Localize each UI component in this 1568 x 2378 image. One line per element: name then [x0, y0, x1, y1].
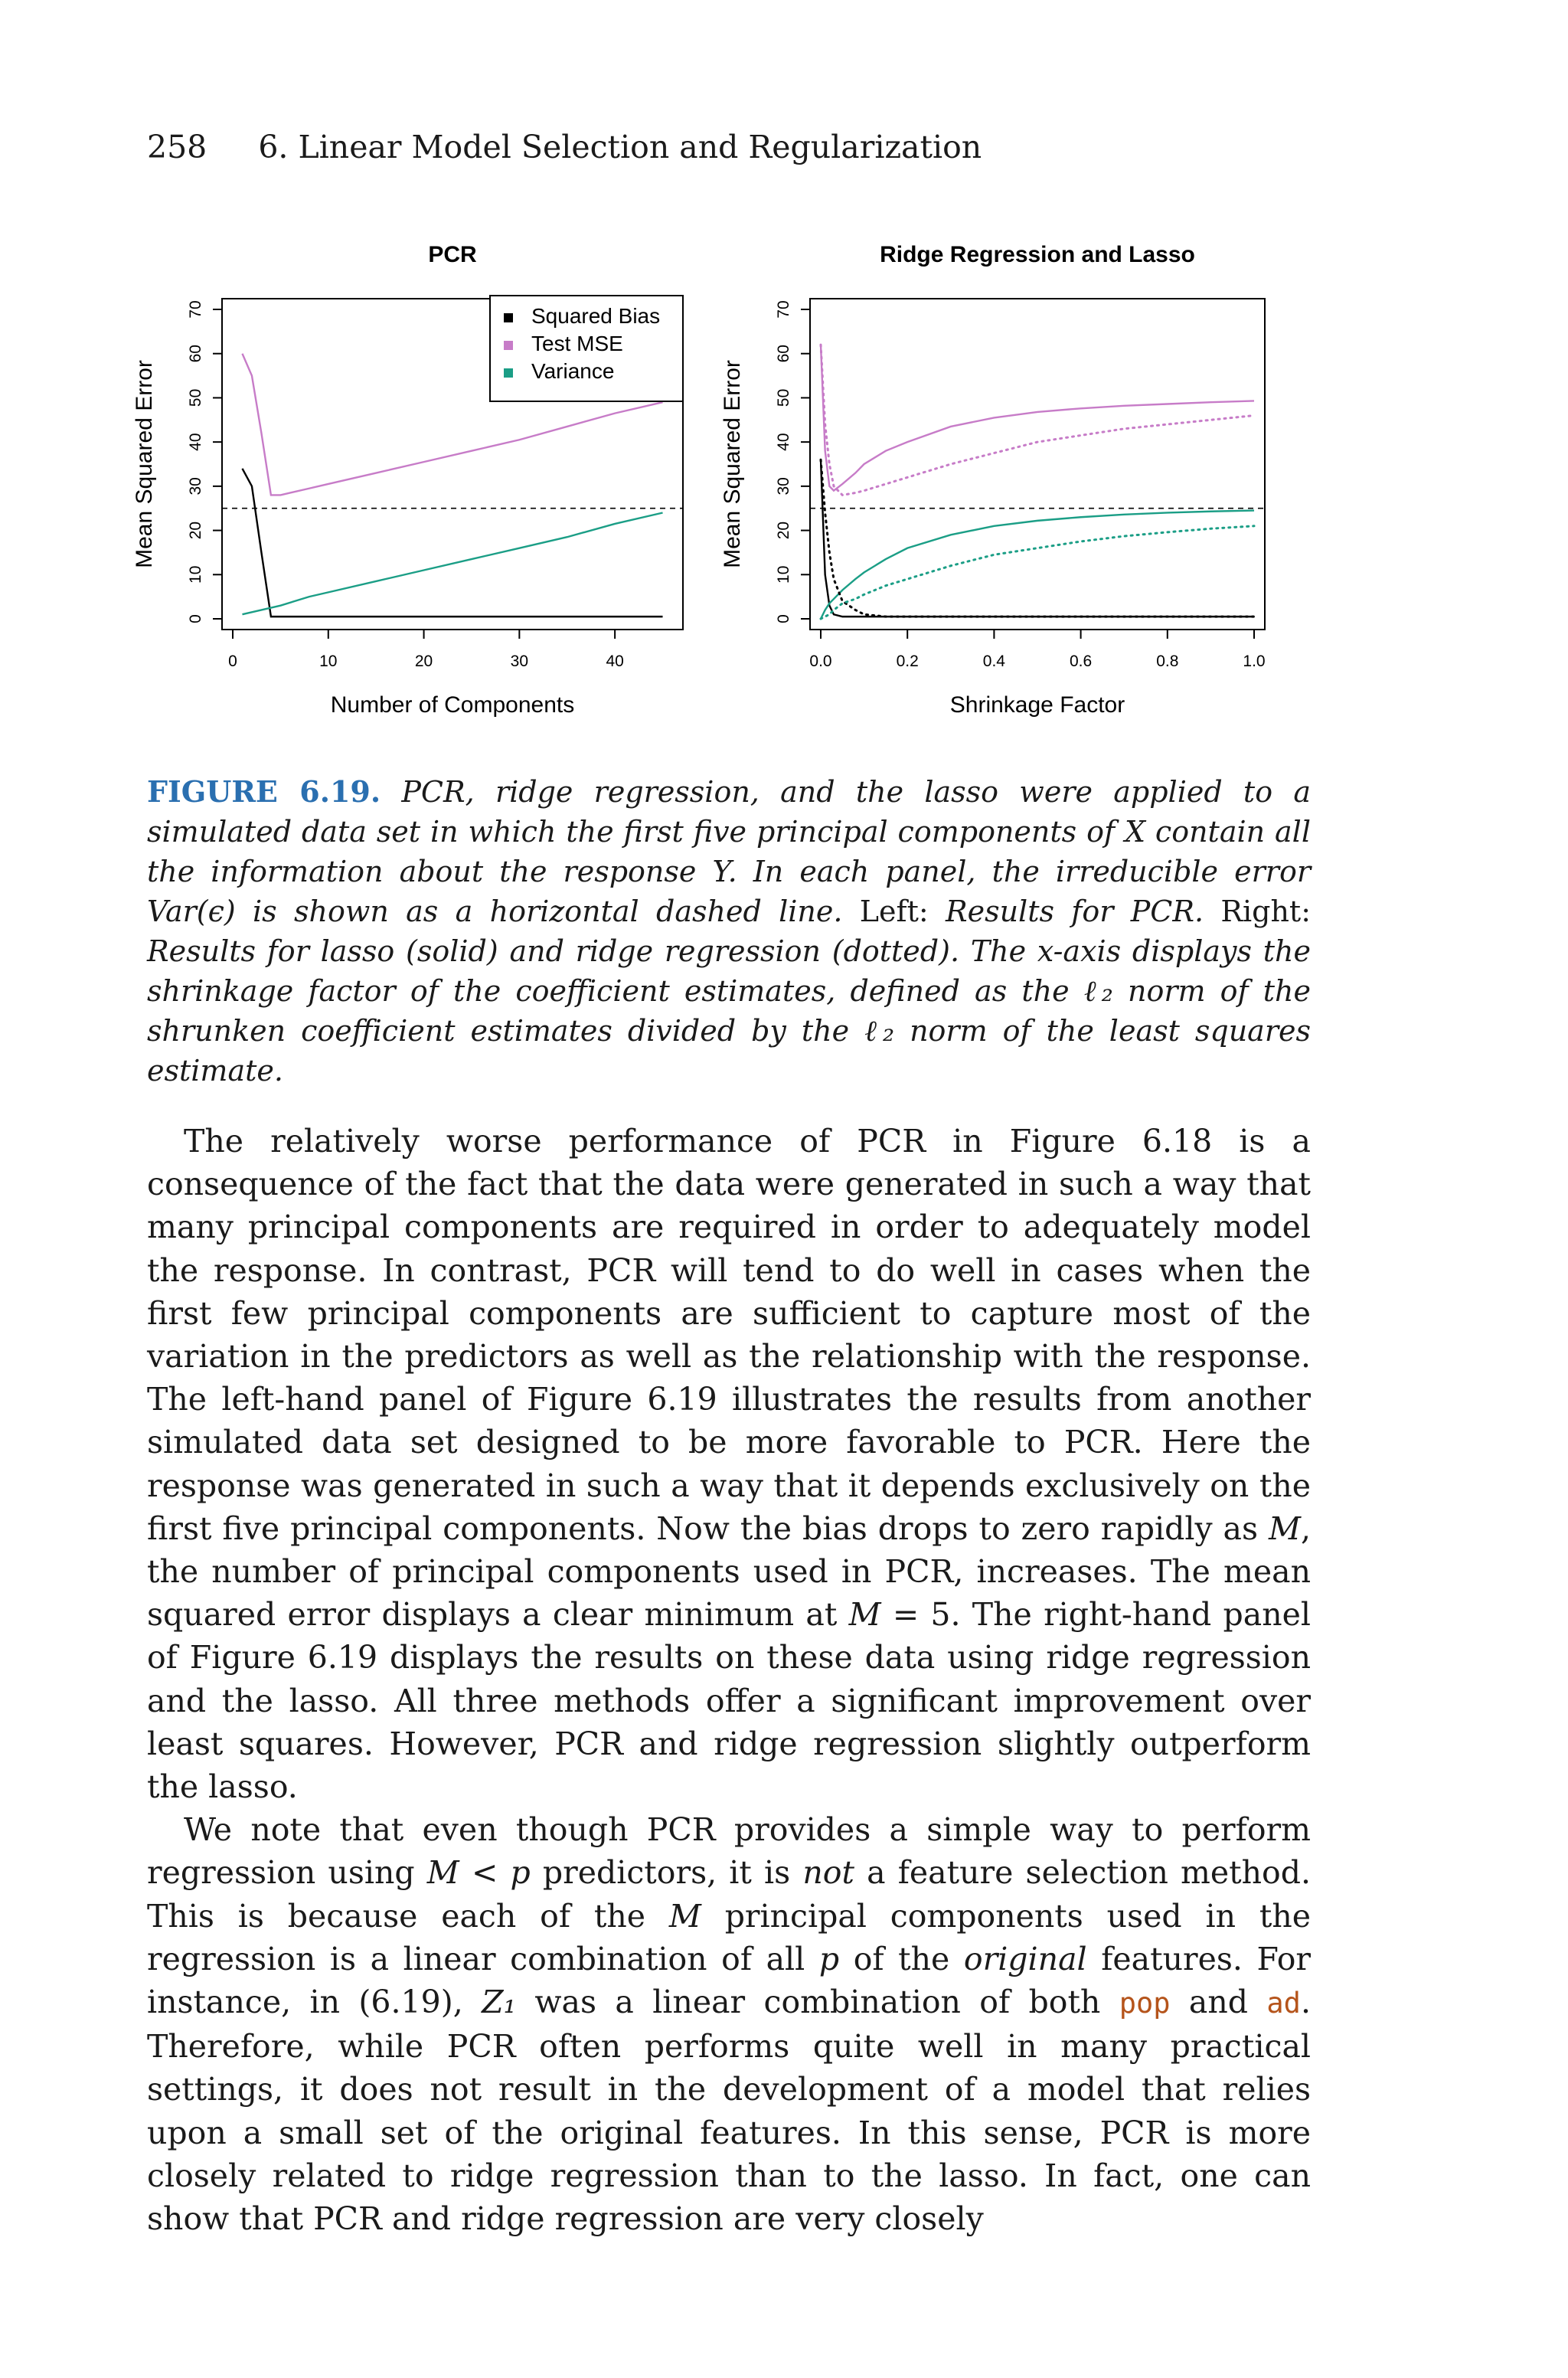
x-axis-label: Number of Components — [330, 692, 575, 718]
plot-frame — [810, 299, 1265, 630]
pcr-panel — [132, 242, 683, 718]
p2-not: not — [802, 1854, 854, 1892]
x-tick-label: 0.4 — [982, 653, 1006, 670]
p2-i: . Therefore, while PCR often performs quite well in many practical settings, it does not result in the development of a model that relies upon a small set of the original features. In this sense, PCR is more closely related to ridge regression than to the lasso. In fact, one can show that PCR and ridge regression are very closely — [147, 1984, 1311, 2238]
running-title: 6. Linear Model Selection and Regularization — [258, 129, 982, 165]
p2-h: and — [1170, 1984, 1267, 2021]
y-tick-label: 60 — [187, 345, 204, 363]
p2-e: of the — [839, 1940, 964, 1977]
x-tick-label: 0.0 — [809, 653, 832, 670]
p2-b: predictors, it is — [530, 1854, 803, 1892]
ridge-lasso-panel — [720, 242, 1266, 718]
x-tick-label: 0.8 — [1156, 653, 1179, 670]
chart-title: Ridge Regression and Lasso — [880, 242, 1195, 267]
p2-original: original — [963, 1940, 1087, 1977]
p1-b: , the number of principal components used in PCR, increases. The mean squared error displays a clear minimum at — [147, 1510, 1311, 1634]
series-line-5 — [821, 526, 1254, 619]
series-line-2 — [821, 511, 1254, 619]
legend-swatch — [504, 368, 513, 378]
x-tick-label: 0 — [228, 653, 237, 670]
legend-swatch — [504, 313, 513, 322]
caption-part-2: Results for PCR. — [945, 895, 1221, 928]
y-tick-label: 0 — [775, 614, 792, 623]
series-line-1 — [821, 345, 1254, 490]
y-axis-label: Mean Squared Error — [720, 360, 745, 568]
code-pop: pop — [1119, 1987, 1171, 2020]
paragraph-2 — [147, 1808, 1311, 2240]
p2-math-mp: M < p — [426, 1854, 531, 1892]
legend-entry: Test MSE — [531, 332, 623, 355]
paragraph-1 — [147, 1120, 1311, 1808]
p1-a: The relatively worse performance of PCR in Figure 6.18 is a consequence of the fact that the data were generated in such a way that many principal components are required in order to adequately model the response. In contrast, PCR will tend to do well in cases when the first few principal components are sufficient to capture most of the variation in the predictors as well as the relationship with the response. The left-hand panel of Figure 6.19 illustrates the results from another simulated data set designed to be more favorable to PCR. Here the response was generated in such a way that it depends exclusively on the first five principal components. Now the bias drops to zero rapidly as — [147, 1123, 1311, 1547]
body-text — [147, 1120, 1311, 2240]
p2-math-p: p — [818, 1940, 840, 1977]
caption-part-1: Left: — [859, 895, 946, 928]
y-tick-label: 40 — [187, 433, 204, 451]
y-axis-label: Mean Squared Error — [132, 360, 157, 568]
series-line-0 — [821, 460, 1254, 617]
y-tick-label: 70 — [775, 300, 792, 319]
caption-label: FIGURE 6.19. — [147, 774, 381, 809]
x-tick-label: 10 — [319, 653, 338, 670]
p1-math-m: M — [1268, 1510, 1301, 1547]
y-tick-label: 20 — [187, 521, 204, 540]
x-tick-label: 0.6 — [1069, 653, 1093, 670]
running-head — [147, 129, 982, 165]
y-tick-label: 10 — [775, 565, 792, 584]
series-line-3 — [821, 460, 1254, 617]
p1-math-m2: M — [848, 1596, 881, 1634]
p2-c: a feature selection method. This is because each of the — [147, 1854, 1312, 1935]
y-tick-label: 50 — [775, 388, 792, 407]
caption-part-4: Results for lasso (solid) and ridge regression (dotted). The x-axis displays the shrinkage factor of the coefficient estimates, defined as the ℓ₂ norm of the shrunken coefficient estimates divided by the ℓ₂ norm of the least squares estimate. — [147, 934, 1311, 1088]
y-tick-label: 50 — [187, 388, 204, 407]
series-line-0 — [242, 469, 662, 617]
p2-a: We note that even though PCR provides a simple way to perform regression using — [147, 1811, 1311, 1892]
y-tick-label: 30 — [187, 477, 204, 496]
y-tick-label: 40 — [775, 433, 792, 451]
x-tick-label: 40 — [606, 653, 624, 670]
p2-d: principal components used in the regression is a linear combination of all — [147, 1897, 1311, 1977]
x-tick-label: 0.2 — [896, 653, 919, 670]
y-tick-label: 0 — [187, 614, 204, 623]
p1-c: = 5. The right-hand panel of Figure 6.19 displays the results on these data using ridge regression and the lasso. All three methods offer a significant improvement over least squares. However, PCR and ridge regression slightly outperform the lasso. — [147, 1596, 1311, 1806]
legend-entry: Squared Bias — [531, 304, 661, 328]
caption-text — [147, 775, 1311, 1088]
y-tick-label: 30 — [775, 477, 792, 496]
series-line-2 — [242, 512, 662, 614]
y-tick-label: 60 — [775, 345, 792, 363]
x-tick-label: 20 — [414, 653, 433, 670]
x-tick-label: 1.0 — [1243, 653, 1266, 670]
code-ad: ad — [1266, 1987, 1301, 2020]
caption-part-3: Right: — [1220, 895, 1311, 928]
p2-f: features. For instance, in (6.19), — [147, 1940, 1311, 2021]
x-tick-label: 30 — [510, 653, 529, 670]
y-tick-label: 10 — [187, 565, 204, 584]
figure-6-19 — [0, 222, 1568, 751]
p2-g: was a linear combination of both — [516, 1984, 1119, 2021]
p2-math-m: M — [668, 1897, 701, 1935]
page-number: 258 — [147, 129, 207, 165]
legend-entry: Variance — [531, 359, 615, 383]
figure-caption — [147, 772, 1311, 1091]
y-tick-label: 20 — [775, 521, 792, 540]
chart-title: PCR — [428, 242, 477, 267]
y-tick-label: 70 — [187, 300, 204, 319]
caption-part-0: PCR, ridge regression, and the lasso were applied to a simulated data set in which the first five principal components of X contain all the information about the response Y. In each panel, the irreducible error Var(ϵ) is shown as a horizontal dashed line. — [147, 775, 1311, 928]
p2-math-z1: Z₁ — [482, 1984, 517, 2021]
legend-swatch — [504, 341, 513, 350]
x-axis-label: Shrinkage Factor — [949, 692, 1125, 718]
series-line-4 — [821, 345, 1254, 495]
